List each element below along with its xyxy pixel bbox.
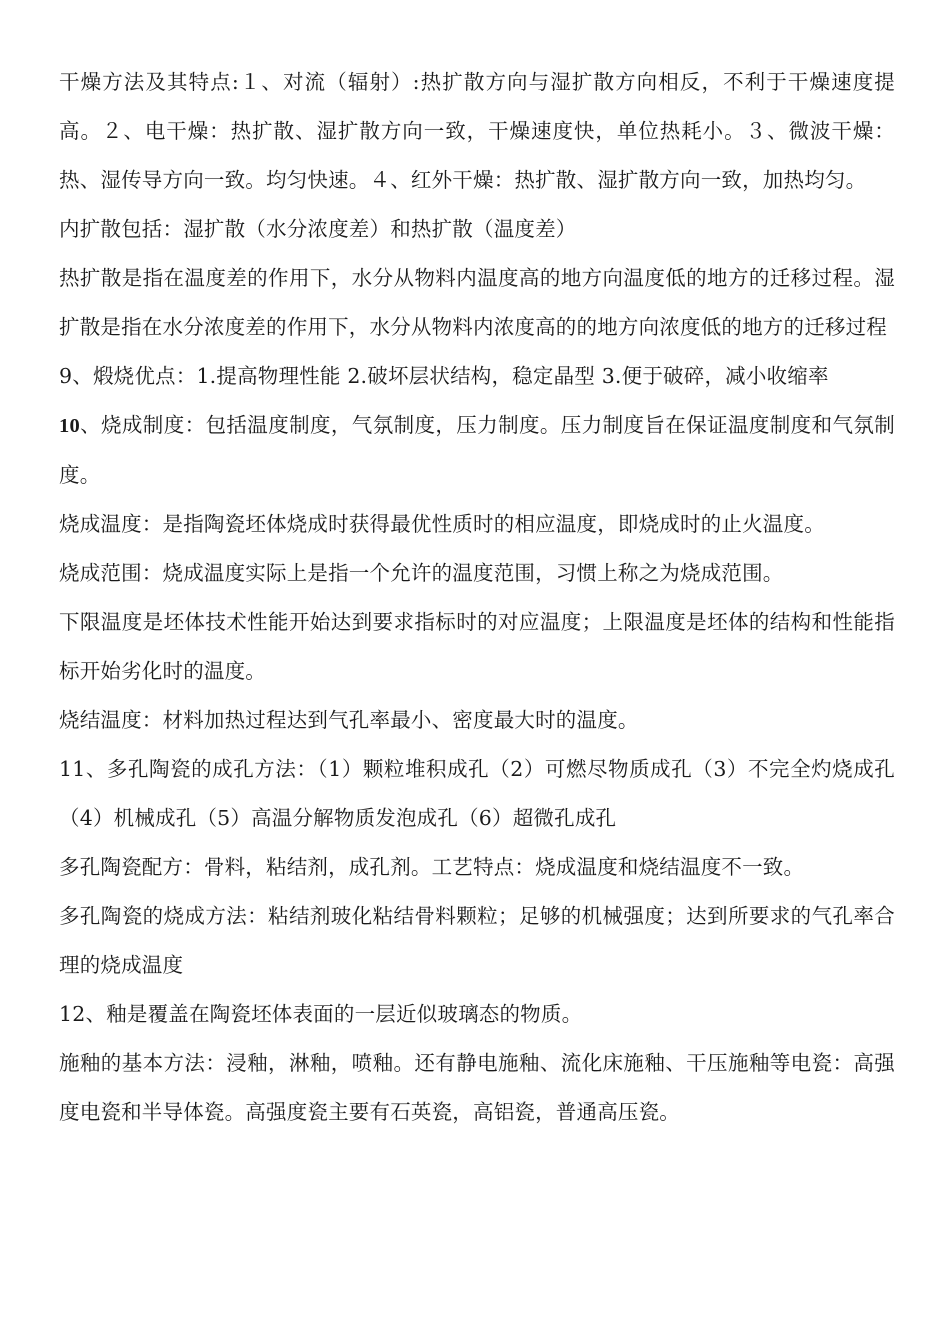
paragraph-internal-diffusion: 内扩散包括：湿扩散（水分浓度差）和热扩散（温度差） (59, 217, 577, 241)
paragraph-firing-regime (59, 401, 895, 500)
paragraph-calcination-advantages: 9、煅烧优点：1.提高物理性能 2.破坏层状结构，稳定晶型 3.便于破碎，减小收缩率 (59, 364, 829, 388)
section-number-10: 10 (59, 415, 80, 437)
firing-regime-text: 、烧成制度：包括温度制度，气氛制度，压力制度。压力制度旨在保证温度制度和气氛制度。 (59, 413, 895, 487)
paragraph-drying-methods: 干燥方法及其特点:１、对流（辐射）:热扩散方向与湿扩散方向相反，不利于干燥速度提高。２、电干燥：热扩散、湿扩散方向一致，干燥速度快，单位热耗小。３、微波干燥：热、湿传导方向一致。均匀快速。４、红外干燥：热扩散、湿扩散方向一致，加热均匀。 (59, 70, 895, 192)
paragraph-firing-range: 烧成范围：烧成温度实际上是指一个允许的温度范围，习惯上称之为烧成范围。 (59, 561, 784, 585)
paragraph-glaze-definition: 12、釉是覆盖在陶瓷坯体表面的一层近似玻璃态的物质。 (59, 1002, 583, 1026)
document-body (59, 58, 895, 1137)
paragraph-porous-ceramic-methods: 11、多孔陶瓷的成孔方法：（1）颗粒堆积成孔（2）可燃尽物质成孔（3）不完全灼烧成孔（4）机械成孔（5）高温分解物质发泡成孔（6）超微孔成孔 (59, 757, 895, 830)
paragraph-porous-ceramic-firing: 多孔陶瓷的烧成方法：粘结剂玻化粘结骨料颗粒；足够的机械强度；达到所要求的气孔率合理的烧成温度 (59, 904, 895, 977)
paragraph-porous-ceramic-formula: 多孔陶瓷配方：骨料，粘结剂，成孔剂。工艺特点：烧成温度和烧结温度不一致。 (59, 855, 805, 879)
paragraph-firing-temperature: 烧成温度：是指陶瓷坯体烧成时获得最优性质时的相应温度，即烧成时的止火温度。 (59, 512, 825, 536)
paragraph-glazing-methods: 施釉的基本方法：浸釉，淋釉，喷釉。还有静电施釉、流化床施釉、干压施釉等电瓷：高强度电瓷和半导体瓷。高强度瓷主要有石英瓷，高铝瓷，普通高压瓷。 (59, 1051, 895, 1124)
paragraph-sintering-temperature: 烧结温度：材料加热过程达到气孔率最小、密度最大时的温度。 (59, 708, 639, 732)
paragraph-temperature-limits: 下限温度是坯体技术性能开始达到要求指标时的对应温度；上限温度是坯体的结构和性能指标开始劣化时的温度。 (59, 610, 895, 683)
paragraph-thermal-diffusion-definition: 热扩散是指在温度差的作用下，水分从物料内温度高的地方向温度低的地方的迁移过程。湿扩散是指在水分浓度差的作用下，水分从物料内浓度高的的地方向浓度低的地方的迁移过程 (59, 266, 895, 339)
